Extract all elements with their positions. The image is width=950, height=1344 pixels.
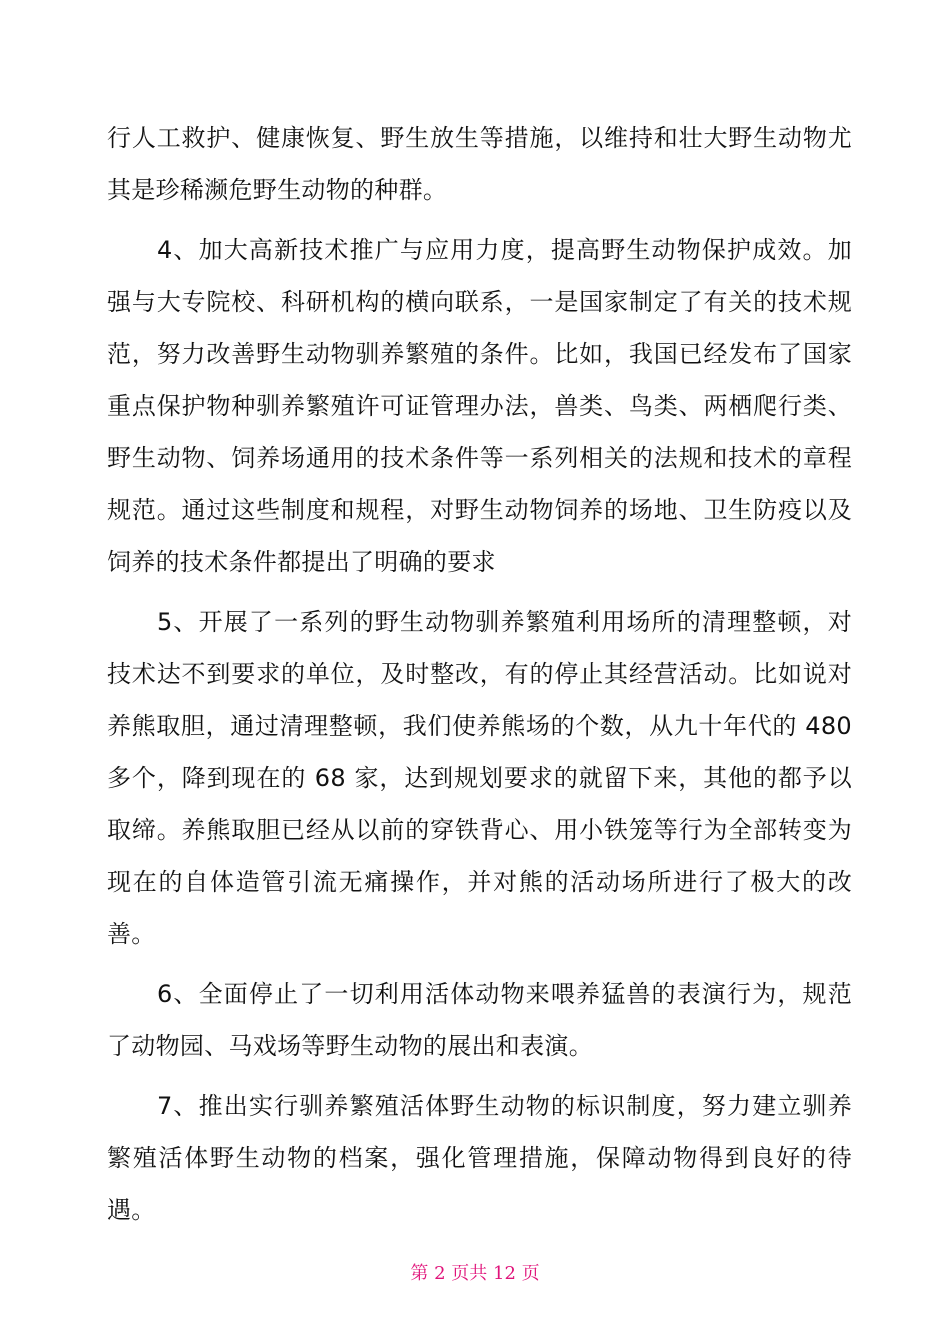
paragraph-item-7: 7、推出实行驯养繁殖活体野生动物的标识制度，努力建立驯养繁殖活体野生动物的档案，强化管理措施，保障动物得到良好的待遇。 — [107, 1092, 852, 1224]
paragraph-item-4: 4、加大高新技术推广与应用力度，提高野生动物保护成效。加强与大专院校、科研机构的横向联系，一是国家制定了有关的技术规范，努力改善野生动物驯养繁殖的条件。比如，我国已经发布了国家重点保护物种驯养繁殖许可证管理办法，兽类、鸟类、两栖爬行类、野生动物、饲养场通用的技术条件等一系列相关的法规和技术的章程规范。通过这些制度和规程，对野生动物饲养的场地、卫生防疫以及饲养的技术条件都提出了明确的要求 — [107, 236, 852, 576]
page-footer — [0, 1262, 950, 1286]
paragraph-item-5: 5、开展了一系列的野生动物驯养繁殖利用场所的清理整顿，对技术达不到要求的单位，及时整改，有的停止其经营活动。比如说对养熊取胆，通过清理整顿，我们使养熊场的个数，从九十年代的 480 多个，降到现在的 68 家，达到规划要求的就留下来，其他的都予以取缔。养熊取胆已经从以前的穿铁背心、用小铁笼等行为全部转变为现在的自体造管引流无痛操作，并对熊的活动场所进行了极大的改善。 — [107, 608, 852, 948]
document-body — [107, 112, 852, 1236]
paragraph-item-6: 6、全面停止了一切利用活体动物来喂养猛兽的表演行为，规范了动物园、马戏场等野生动物的展出和表演。 — [107, 980, 852, 1060]
paragraph-continuation: 行人工救护、健康恢复、野生放生等措施，以维持和壮大野生动物尤其是珍稀濒危野生动物的种群。 — [107, 124, 852, 204]
page-number-label: 第 2 页共 12 页 — [410, 1263, 540, 1284]
